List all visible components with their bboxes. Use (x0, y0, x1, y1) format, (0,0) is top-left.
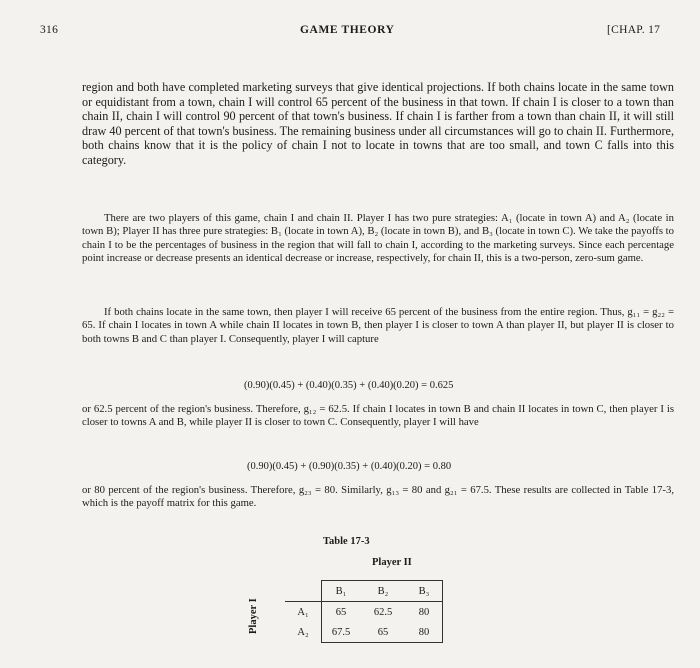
row-header-a2: A₂ (285, 622, 322, 643)
running-title: GAME THEORY (300, 24, 395, 36)
paragraph-5-block (82, 484, 674, 511)
col-header-b3: B₃ (406, 581, 443, 602)
paragraph-2-block (82, 212, 674, 266)
paragraph-1: region and both have completed marketing surveys that give identical projections. If both chains locate in the same town or equidistant from a town, chain I will control 65 percent of the business in that town. If chain I is closer to a town than chain II, chain I will control 90 percent of that town's business. If chain I is farther from a town than chain II, it will still draw 40 percent of that town's business. The remaining business under all circumstances will go to chain II. Furthermore, both chains know that it is the policy of chain I not to locate in towns that are too small, and town C falls into this category. (82, 80, 674, 167)
paragraph-4: or 62.5 percent of the region's business. Therefore, g₁₂ = 62.5. If chain I locates in town B and chain II locates in town C, then player I is closer to towns A and B, while player II is closer to town C. Consequently, player I will have (82, 403, 674, 429)
equation-1: (0.90)(0.45) + (0.40)(0.35) + (0.40)(0.20) = 0.625 (244, 380, 454, 391)
chapter-label: [CHAP. 17 (607, 24, 661, 36)
cell-a2-b3: 80 (406, 622, 443, 643)
table-corner (285, 581, 322, 602)
paragraph-2: There are two players of this game, chain I and chain II. Player I has two pure strategies: A₁ (locate in town A) and A₂ (locate in town B); Player II has three pure strategies: B₁ (locate in town A), B₂ (locate in town B), and B₃ (locate in town C). We take the payoffs to chain I to be the percentages of business in the region that will fall to chain I, according to the marketing surveys. Since each percentage point increase or decrease presents an identical decrease or increase, respectively, for chain II, this is a two-person, zero-sum game. (82, 212, 674, 265)
cell-a1-b1: 65 (335, 606, 347, 618)
cell-a1-b3: 80 (406, 602, 443, 623)
column-player-label: Player II (372, 557, 412, 568)
cell-a1-b2: 62.5 (373, 606, 393, 618)
cell-a2-b2: 65 (360, 622, 406, 643)
table-title: Table 17-3 (323, 536, 370, 547)
col-header-b2: B₂ (360, 581, 406, 602)
row-player-label: Player I (248, 598, 259, 634)
table-row (285, 622, 443, 643)
page-number: 316 (40, 24, 59, 36)
paragraph-3: If both chains locate in the same town, then player I will receive 65 percent of the business from the entire region. Thus, g₁₁ = g₂₂ = 65. If chain I locates in town A while chain II locates in town B, then player I is closer to town A than player II, but player II is closer to both towns B and C than player I. Consequently, player I will capture (82, 306, 674, 345)
cell-a2-b1: 67.5 (322, 622, 361, 643)
table-header-row (285, 581, 443, 602)
table-row (285, 602, 443, 623)
payoff-matrix (285, 580, 443, 643)
paragraph-3-block (82, 306, 674, 346)
paragraph-1-block (82, 80, 674, 168)
paragraph-5: or 80 percent of the region's business. Therefore, g₂₃ = 80. Similarly, g₁₃ = 80 and g₂₁ = 67.5. These results are collected in Table 17-3, which is the payoff matrix for this game. (82, 484, 674, 510)
row-header-a1: A₁ (285, 602, 322, 623)
equation-2: (0.90)(0.45) + (0.90)(0.35) + (0.40)(0.20) = 0.80 (247, 461, 452, 472)
paragraph-4-block (82, 403, 674, 430)
col-header-b1: B₁ (322, 581, 361, 602)
